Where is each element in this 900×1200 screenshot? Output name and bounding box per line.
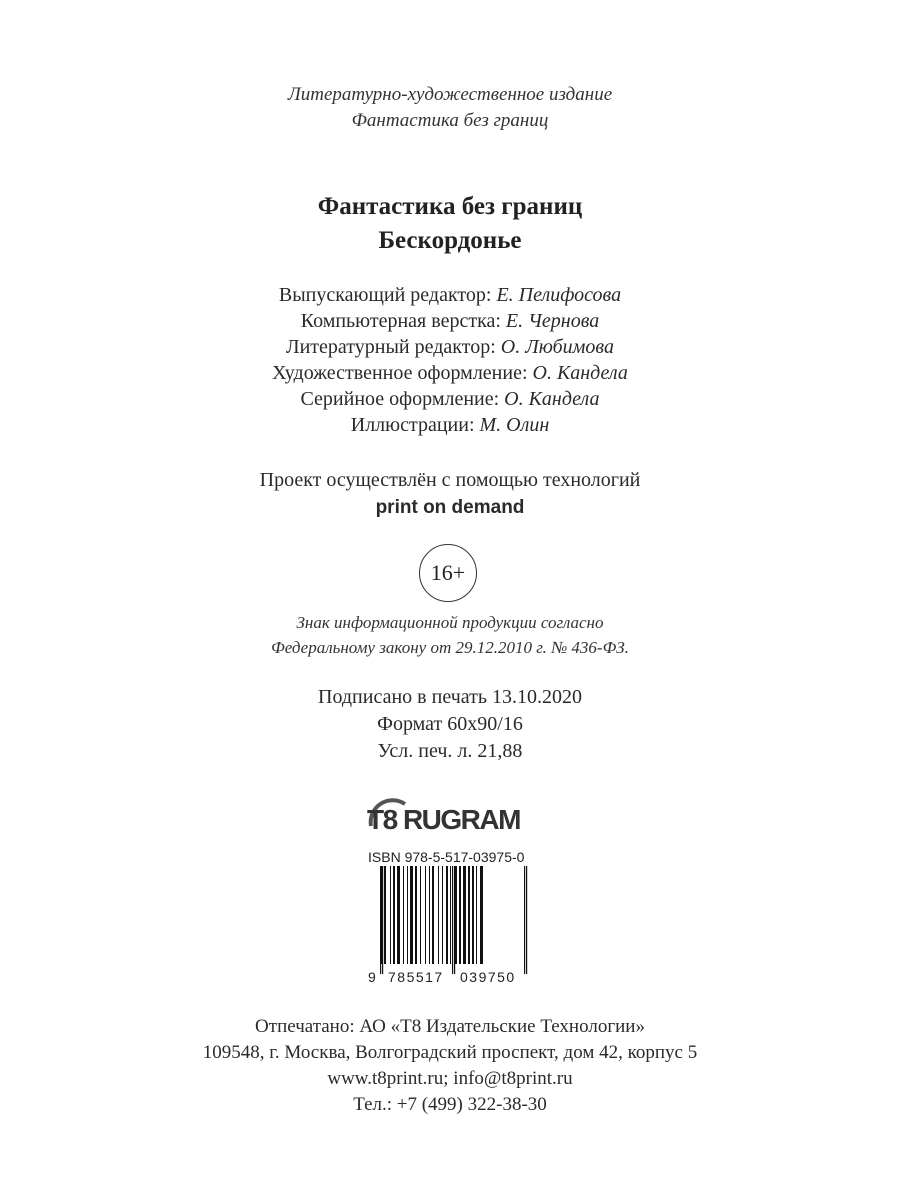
credit-name: О. Любимова <box>500 336 614 358</box>
barcode-bar <box>410 866 413 964</box>
barcode-bar <box>463 866 466 964</box>
rugram-logo <box>367 796 537 844</box>
barcode-bar <box>480 866 483 964</box>
print-info <box>0 684 900 765</box>
credit-line <box>0 412 900 438</box>
barcode-bar <box>455 866 457 964</box>
barcode-digit-first: 9 <box>368 969 376 985</box>
barcode-bar <box>407 866 408 964</box>
barcode-bar <box>438 866 439 964</box>
credit-role: Компьютерная верстка: <box>300 310 501 332</box>
barcode-bar <box>450 866 451 964</box>
barcode-guard-bar <box>382 866 383 974</box>
barcode-bar <box>472 866 474 964</box>
barcode-bar <box>397 866 400 964</box>
isbn-label: ISBN 978-5-517-03975-0 <box>368 849 525 865</box>
credit-role: Художественное оформление: <box>272 362 528 384</box>
credit-name: М. Олин <box>479 414 550 436</box>
barcode-bar <box>476 866 477 964</box>
barcode-bar <box>393 866 395 964</box>
signed-date: Подписано в печать 13.10.2020 <box>318 686 582 708</box>
credit-name: Е. Пелифосова <box>496 284 622 306</box>
age-rating-label: 16+ <box>430 560 466 585</box>
genre-label: Литературно-художественное издание <box>287 84 613 105</box>
notice-line: Федеральному закону от 29.12.2010 г. № 436-ФЗ. <box>271 638 629 657</box>
credit-line <box>0 386 900 412</box>
title-block <box>0 190 900 258</box>
print-on-demand-label: print on demand <box>375 497 525 518</box>
age-rating-badge <box>419 544 477 602</box>
isbn-barcode <box>366 864 536 986</box>
credit-line <box>0 282 900 308</box>
barcode-bar <box>429 866 430 964</box>
page-format: Формат 60х90/16 <box>377 713 523 735</box>
barcode-bar <box>468 866 470 964</box>
credit-role: Серийное оформление: <box>300 388 500 410</box>
credit-name: О. Кандела <box>504 388 600 410</box>
credit-line <box>0 360 900 386</box>
barcode-bar <box>425 866 426 964</box>
barcode-bar <box>432 866 434 964</box>
credit-role: Иллюстрации: <box>350 414 475 436</box>
credit-name: О. Кандела <box>532 362 628 384</box>
print-sheets: Усл. печ. л. 21,88 <box>377 740 523 762</box>
barcode-bar <box>390 866 391 964</box>
credit-role: Выпускающий редактор: <box>278 284 492 306</box>
credit-role: Литературный редактор: <box>286 336 496 358</box>
book-title: Бескордонье <box>378 227 522 254</box>
series-label: Фантастика без границ <box>351 110 549 131</box>
project-line: Проект осуществлён с помощью технологий <box>259 469 641 491</box>
barcode-bar <box>459 866 461 964</box>
credit-line <box>0 308 900 334</box>
printer-phone: Тел.: +7 (499) 322-38-30 <box>353 1094 547 1115</box>
printer-name: Отпечатано: АО «Т8 Издательские Технологии» <box>255 1016 645 1037</box>
printer-address: 109548, г. Москва, Волгоградский проспект, дом 42, корпус 5 <box>202 1042 698 1063</box>
barcode-bar <box>420 866 421 964</box>
barcode-guard-bar <box>526 866 527 974</box>
barcode-digits-left: 785517 <box>388 969 444 985</box>
logo-text: T8 RUGRAM <box>367 804 520 835</box>
age-rating-notice <box>0 610 900 660</box>
barcode-bar <box>446 866 448 964</box>
barcode-bar <box>384 866 386 964</box>
barcode-guard-bar <box>380 866 381 974</box>
printer-info <box>0 1014 900 1118</box>
barcode-bar <box>442 866 443 964</box>
barcode-guard-bar <box>454 866 455 974</box>
barcode-digits-right: 039750 <box>460 969 516 985</box>
series-title: Фантастика без границ <box>317 193 583 220</box>
barcode-bar <box>403 866 404 964</box>
printer-web: www.t8print.ru; info@t8print.ru <box>327 1068 573 1089</box>
genre-block <box>0 82 900 134</box>
credit-name: Е. Чернова <box>505 310 600 332</box>
project-note <box>0 467 900 521</box>
barcode-guard-bar <box>524 866 525 974</box>
credits-list <box>0 282 900 438</box>
credit-line <box>0 334 900 360</box>
barcode-bar <box>415 866 417 964</box>
notice-line: Знак информационной продукции согласно <box>296 613 604 632</box>
barcode-guard-bar <box>452 866 453 974</box>
